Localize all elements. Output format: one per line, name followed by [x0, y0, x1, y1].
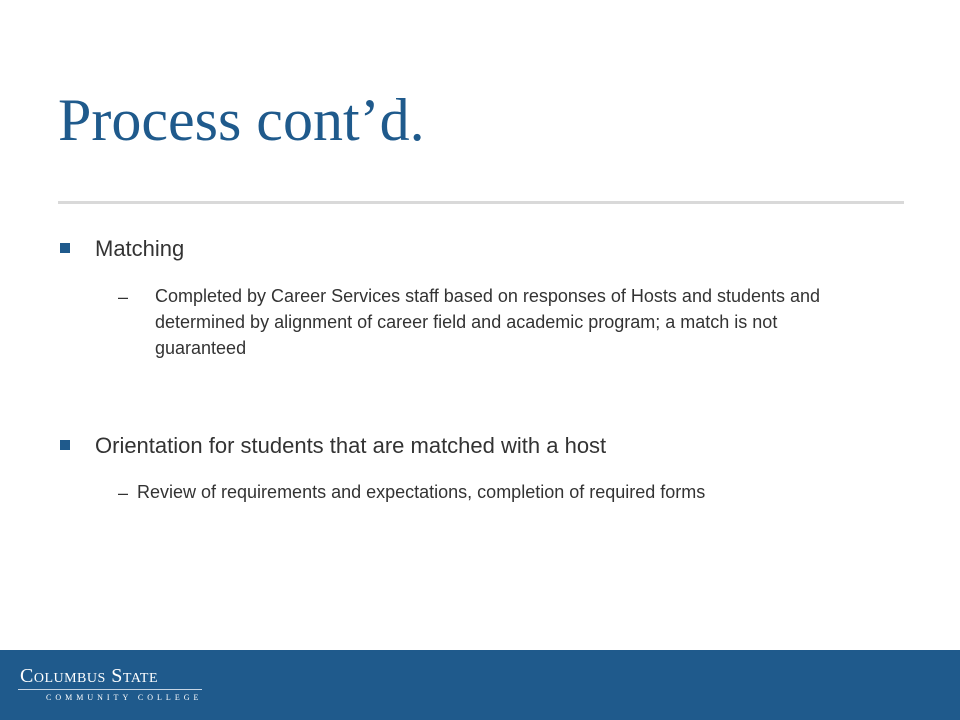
bullet-matching: Matching	[95, 236, 185, 261]
logo-wordmark: Columbus State	[20, 665, 159, 687]
logo-divider	[18, 689, 202, 690]
logo-tagline: COMMUNITY COLLEGE	[46, 693, 203, 702]
title-divider	[58, 201, 904, 204]
college-logo	[18, 662, 204, 710]
square-bullet-icon	[60, 243, 70, 253]
dash-bullet-icon: –	[118, 287, 129, 307]
sub-bullet-orientation-detail: Review of requirements and expectations, completion of required forms	[137, 482, 706, 502]
footer-bar	[0, 650, 960, 720]
sub-bullet-matching-detail: Completed by Career Services staff based on responses of Hosts and students and determined by alignment of career field and academic program; a match is not guaranteed	[155, 286, 821, 358]
square-bullet-icon	[60, 440, 70, 450]
bullet-orientation: Orientation for students that are matched with a host	[95, 433, 607, 458]
slide-title: Process cont’d.	[58, 87, 425, 153]
dash-bullet-icon: –	[118, 483, 129, 503]
